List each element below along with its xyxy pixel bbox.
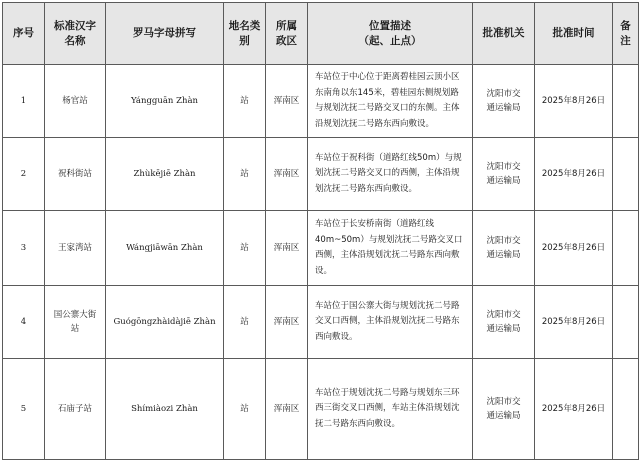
cell-name-line1: 王家湾站 — [57, 243, 92, 253]
cell-index: 2 — [3, 138, 45, 211]
cell-note — [613, 286, 639, 359]
cell-note — [613, 65, 639, 138]
cell-date: 2025年8月26日 — [535, 359, 613, 460]
cell-roman: Wángjiāwān Zhàn — [106, 211, 224, 286]
cell-authority — [473, 286, 535, 359]
cell-district: 浑南区 — [266, 211, 308, 286]
cell-index: 5 — [3, 359, 45, 460]
header-roman: 罗马字母拼写 — [106, 3, 224, 65]
cell-roman: Yángguān Zhàn — [106, 65, 224, 138]
header-location — [308, 3, 473, 65]
header-district-line2: 政区 — [276, 34, 297, 47]
cell-name-line1: 国公寨大街 — [53, 310, 97, 320]
header-location-line2: （起、止点） — [358, 34, 422, 47]
cell-name — [45, 211, 106, 286]
table-row — [3, 65, 639, 138]
table-row — [3, 286, 639, 359]
cell-authority-line1: 沈阳市交 — [486, 236, 521, 246]
cell-name — [45, 359, 106, 460]
cell-type: 站 — [224, 211, 266, 286]
cell-date: 2025年8月26日 — [535, 211, 613, 286]
cell-name — [45, 65, 106, 138]
cell-location: 车站位于长安桥南街（道路红线40m~50m）与规划沈抚二号路交叉口西侧，主体沿规划沈抚二号路东西向敷设。 — [308, 211, 473, 286]
cell-index: 4 — [3, 286, 45, 359]
header-location-line1: 位置描述 — [369, 19, 411, 32]
cell-name-line2: 站 — [70, 324, 80, 334]
cell-location: 车站位于祝科街（道路红线50m）与规划沈抚二号路交叉口的西侧，主体沿规划沈抚二号路东西向敷设。 — [308, 138, 473, 211]
cell-location: 车站位于中心位于距离碧桂园云顶小区东南角以东145米，碧桂园东侧规划路与规划沈抚二号路交叉口的东侧。主体沿规划沈抚二号路东西向敷设。 — [308, 65, 473, 138]
cell-date: 2025年8月26日 — [535, 138, 613, 211]
cell-authority-line2: 通运输局 — [486, 324, 521, 334]
table-row — [3, 138, 639, 211]
cell-district: 浑南区 — [266, 65, 308, 138]
header-note-line1: 备 — [620, 19, 631, 32]
table-row — [3, 359, 639, 460]
cell-note — [613, 138, 639, 211]
header-type — [224, 3, 266, 65]
cell-authority-line2: 通运输局 — [486, 250, 521, 260]
cell-authority — [473, 138, 535, 211]
cell-authority — [473, 359, 535, 460]
header-index: 序号 — [3, 3, 45, 65]
cell-name-line1: 杨官站 — [62, 96, 88, 106]
header-note — [613, 3, 639, 65]
cell-name-line1: 石庙子站 — [57, 404, 92, 414]
cell-type: 站 — [224, 138, 266, 211]
header-type-line1: 地名类 — [228, 19, 261, 32]
place-name-table — [2, 2, 639, 460]
cell-note — [613, 211, 639, 286]
cell-authority-line2: 通运输局 — [486, 411, 521, 421]
cell-name — [45, 138, 106, 211]
cell-date: 2025年8月26日 — [535, 286, 613, 359]
cell-authority-line1: 沈阳市交 — [486, 310, 521, 320]
cell-roman: Zhùkējiē Zhàn — [106, 138, 224, 211]
cell-roman: Guógōngzhàidàjiē Zhàn — [106, 286, 224, 359]
cell-index: 1 — [3, 65, 45, 138]
header-name-line2: 名称 — [64, 34, 86, 47]
table-row — [3, 211, 639, 286]
cell-district: 浑南区 — [266, 286, 308, 359]
cell-roman: Shímiàozi Zhàn — [106, 359, 224, 460]
cell-district: 浑南区 — [266, 138, 308, 211]
cell-authority-line1: 沈阳市交 — [486, 162, 521, 172]
cell-district: 浑南区 — [266, 359, 308, 460]
header-authority: 批准机关 — [473, 3, 535, 65]
cell-authority — [473, 211, 535, 286]
header-name-line1: 标准汉字 — [54, 19, 96, 32]
header-note-line2: 注 — [620, 34, 631, 47]
cell-index: 3 — [3, 211, 45, 286]
cell-authority-line1: 沈阳市交 — [486, 397, 521, 407]
cell-note — [613, 359, 639, 460]
cell-authority-line1: 沈阳市交 — [486, 89, 521, 99]
header-name — [45, 3, 106, 65]
cell-authority-line2: 通运输局 — [486, 176, 521, 186]
cell-name — [45, 286, 106, 359]
cell-type: 站 — [224, 359, 266, 460]
cell-location: 车站位于规划沈抚二号路与规划东三环西三街交叉口西侧，车站主体沿规划沈抚二号路东西向敷设。 — [308, 359, 473, 460]
cell-name-line1: 祝科街站 — [57, 169, 92, 179]
cell-type: 站 — [224, 65, 266, 138]
cell-authority — [473, 65, 535, 138]
header-date: 批准时间 — [535, 3, 613, 65]
cell-location: 车站位于国公寨大街与规划沈抚二号路交叉口西侧，主体沿规划沈抚二号路东西向敷设。 — [308, 286, 473, 359]
cell-date: 2025年8月26日 — [535, 65, 613, 138]
header-district — [266, 3, 308, 65]
header-type-line2: 别 — [239, 34, 250, 47]
cell-authority-line2: 通运输局 — [486, 103, 521, 113]
cell-type: 站 — [224, 286, 266, 359]
header-row — [3, 3, 639, 65]
header-district-line1: 所属 — [276, 19, 297, 32]
